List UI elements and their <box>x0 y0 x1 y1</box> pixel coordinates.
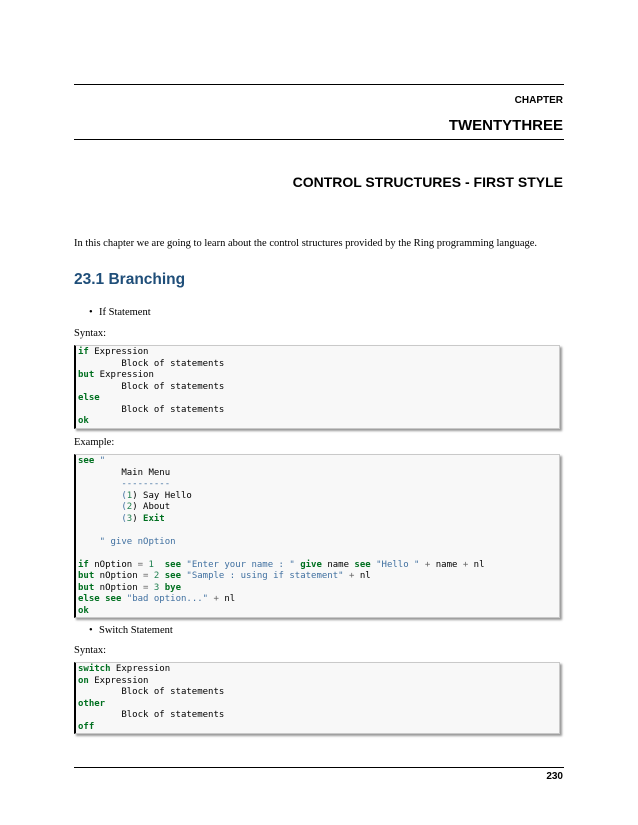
code-token: ok <box>78 605 89 616</box>
code-line <box>78 548 559 560</box>
code-token: else <box>78 594 100 604</box>
chapter-label: CHAPTER <box>514 95 563 106</box>
code-token: give <box>300 559 322 570</box>
code-token: 3 <box>153 582 160 593</box>
code-token: see <box>164 559 181 570</box>
code-token: "Enter your name : " <box>186 559 295 570</box>
footer-rule <box>74 767 564 768</box>
code-token: " <box>99 456 106 466</box>
page-number: 230 <box>546 771 563 782</box>
code-token: nOption <box>88 559 138 570</box>
bullet-switch-statement <box>89 625 173 636</box>
chapter-number: TWENTYTHREE <box>448 117 563 134</box>
code-line <box>78 606 559 618</box>
code-line <box>78 594 559 606</box>
code-token: " give nOption <box>78 536 176 547</box>
code-token: --------- <box>78 479 171 489</box>
code-token <box>154 560 165 570</box>
code-line <box>78 359 559 371</box>
code-token: nOption <box>94 582 144 593</box>
code-token: nl <box>218 594 236 604</box>
code-token: on <box>78 675 89 686</box>
code-token: but <box>78 571 95 581</box>
code-token: 2 <box>126 502 133 512</box>
code-token: if <box>78 559 89 570</box>
syntax-label: Syntax: <box>74 328 107 339</box>
code-token: ( <box>121 502 127 512</box>
code-token: About <box>137 502 171 512</box>
code-token: + <box>213 594 219 604</box>
code-token: ) <box>132 513 138 524</box>
code-token: Expression <box>88 347 149 357</box>
code-token: nl <box>468 559 485 570</box>
code-token: "bad option..." <box>126 594 209 604</box>
code-token: else <box>78 393 100 403</box>
code-line <box>78 687 559 699</box>
code-line <box>78 370 559 382</box>
code-line <box>78 468 559 480</box>
code-token <box>78 514 121 524</box>
code-token: bye <box>164 582 181 593</box>
code-token: see <box>105 594 122 604</box>
section-heading: 23.1 Branching <box>74 271 186 288</box>
code-token: 1 <box>126 490 133 501</box>
header-rule-bottom <box>74 139 564 140</box>
code-line <box>78 405 559 417</box>
code-token: Exit <box>143 513 165 524</box>
code-token: 3 <box>126 513 133 524</box>
example-label: Example: <box>74 437 115 448</box>
code-token: Say Hello <box>137 490 192 501</box>
code-token: but <box>78 370 95 380</box>
code-token <box>78 502 121 512</box>
code-token: = <box>137 559 144 570</box>
code-token: "Sample : using if statement" <box>186 571 344 581</box>
code-token: but <box>78 582 95 593</box>
code-token: Block of statements <box>78 710 225 720</box>
bullet-icon: • <box>89 625 93 636</box>
code-token: see <box>164 571 181 581</box>
code-token: see <box>78 456 95 466</box>
code-token: ) <box>132 490 138 501</box>
code-token: Expression <box>94 370 154 380</box>
code-line <box>78 491 559 503</box>
code-token: if <box>78 347 89 357</box>
code-line <box>78 722 559 734</box>
code-line <box>78 347 559 359</box>
code-token: nOption <box>94 571 144 581</box>
code-token: name <box>321 559 355 570</box>
code-token: ok <box>78 416 89 426</box>
code-token: + <box>348 571 355 581</box>
code-line <box>78 525 559 537</box>
chapter-title: CONTROL STRUCTURES - FIRST STYLE <box>292 174 563 190</box>
code-block-if-example <box>74 454 560 618</box>
code-token: + <box>424 559 431 570</box>
code-token <box>78 491 121 501</box>
code-token: Expression <box>88 675 149 686</box>
code-token: see <box>354 559 371 570</box>
bullet-switch-label: Switch Statement <box>99 625 173 636</box>
code-token: = <box>143 571 149 581</box>
code-token: + <box>462 559 469 570</box>
code-token: off <box>78 721 95 732</box>
code-line <box>78 560 559 572</box>
bullet-icon: • <box>89 307 93 318</box>
code-token: Expression <box>110 664 171 674</box>
code-line <box>78 583 559 595</box>
code-token: other <box>78 698 106 709</box>
code-block-if-syntax <box>74 345 560 429</box>
bullet-if-statement <box>89 307 151 318</box>
header-rule-top <box>74 84 564 85</box>
code-line <box>78 664 559 676</box>
code-line <box>78 571 559 583</box>
intro-paragraph: In this chapter we are going to learn about the control structures provided by the Ring programming language. <box>74 238 538 249</box>
code-token: Main Menu <box>78 467 171 478</box>
code-token: = <box>143 582 149 593</box>
code-token: ( <box>121 490 127 501</box>
code-token: Block of statements <box>78 687 225 697</box>
syntax-label: Syntax: <box>74 645 107 656</box>
code-token: nl <box>354 571 371 581</box>
code-line <box>78 502 559 514</box>
code-line <box>78 456 559 468</box>
code-line <box>78 382 559 394</box>
code-line <box>78 416 559 428</box>
code-line <box>78 699 559 711</box>
code-token: name <box>430 559 463 570</box>
code-token: ) <box>132 502 138 512</box>
code-token: Block of statements <box>78 358 225 369</box>
code-token: Block of statements <box>78 381 225 392</box>
code-token: ( <box>121 513 127 524</box>
code-line <box>78 537 559 549</box>
bullet-if-label: If Statement <box>99 307 151 318</box>
code-token: 1 <box>148 559 154 570</box>
code-line <box>78 393 559 405</box>
code-token: switch <box>78 664 111 674</box>
code-line <box>78 676 559 688</box>
code-token: Block of statements <box>78 404 225 415</box>
code-line <box>78 710 559 722</box>
code-token: "Hello " <box>376 559 420 570</box>
code-block-switch-syntax <box>74 662 560 734</box>
code-line <box>78 479 559 491</box>
code-line <box>78 514 559 526</box>
code-token: 2 <box>153 571 160 581</box>
